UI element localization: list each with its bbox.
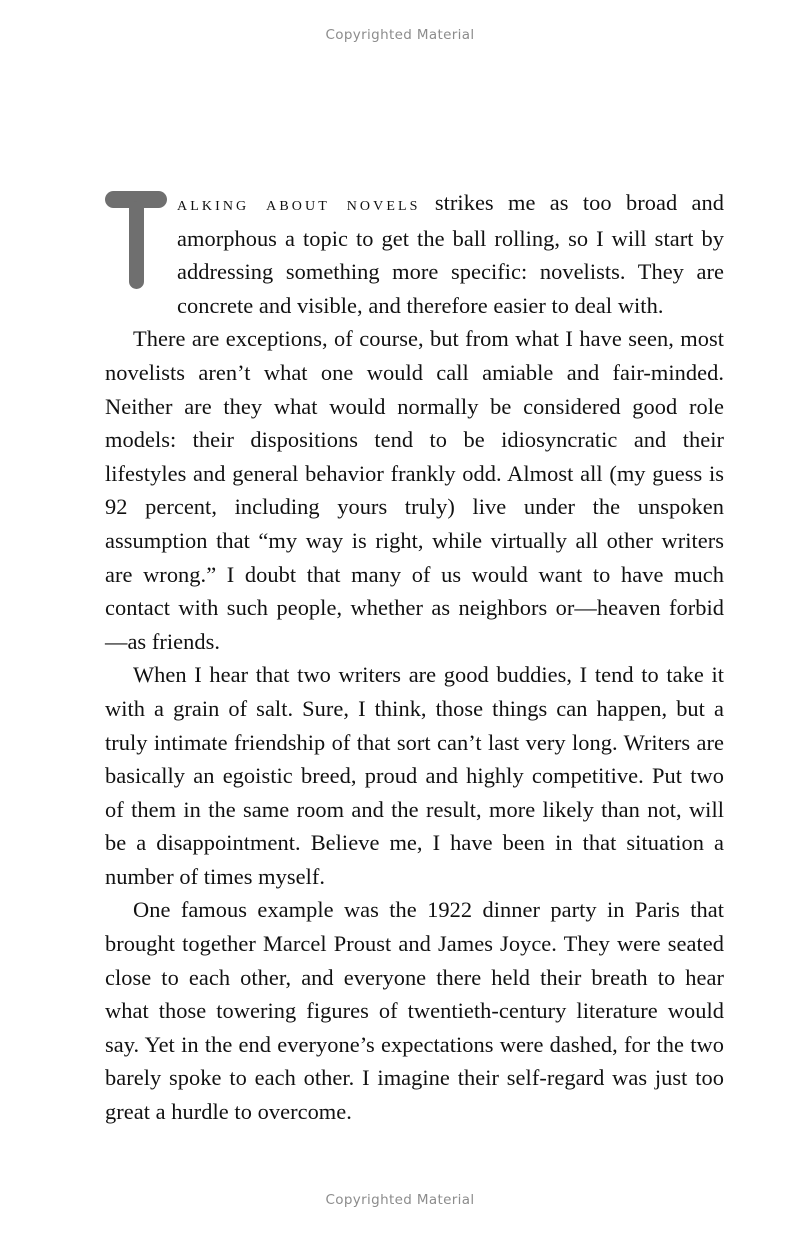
paragraph-2 (105, 322, 724, 658)
running-foot-copyright-notice: Copyrighted Material (325, 1192, 475, 1208)
paragraph-1 (105, 186, 724, 322)
drop-cap-letter-t (105, 191, 167, 289)
paragraph-4 (105, 893, 724, 1128)
paragraph-3-text: When I hear that two writers are good buddies, I tend to take it with a grain of salt. Sure, I think, those things can happen, but a truly intimate friendship of that sort can’t last very long. Writers are basically an egoistic breed, proud and highly competitive. Put two of them in the same room and the result, more likely than not, will be a disappointment. Believe me, I have been in that situation a number of times myself. (105, 662, 724, 889)
drop-cap-stem (129, 201, 144, 289)
paragraph-1-text: strikes me as too broad and amorphous a topic to get the ball rolling, so I will start by addressing something more specific: novelists. They are concrete and visible, and therefore easier to deal with. (177, 190, 724, 318)
opening-small-caps-phrase: alking about novels (177, 193, 421, 215)
paragraph-4-text: One famous example was the 1922 dinner party in Paris that brought together Marcel Proust and James Joyce. They were seated close to each other, and everyone there held their breath to hear what those towering figures of twentieth-century literature would say. Yet in the end everyone’s expectations were dashed, for the two barely spoke to each other. I imagine their self-regard was just too great a hurdle to overcome. (105, 897, 724, 1125)
running-head-copyright-notice: Copyrighted Material (325, 27, 475, 43)
paragraph-2-text: There are exceptions, of course, but from what I have seen, most novelists aren’t what one would call amiable and fair-minded. Neither are they what would normally be considered good role models: their dispositions tend to be idiosyncratic and their lifestyles and general behavior frankly odd. Almost all (my guess is 92 percent, including yours truly) live under the unspoken assumption that “my way is right, while virtually all other writers are wrong.” I doubt that many of us would want to have much contact with such people, whether as neighbors or—heaven forbid—as friends. (105, 326, 724, 654)
paragraph-3 (105, 658, 724, 893)
body-text-block (105, 186, 724, 1129)
